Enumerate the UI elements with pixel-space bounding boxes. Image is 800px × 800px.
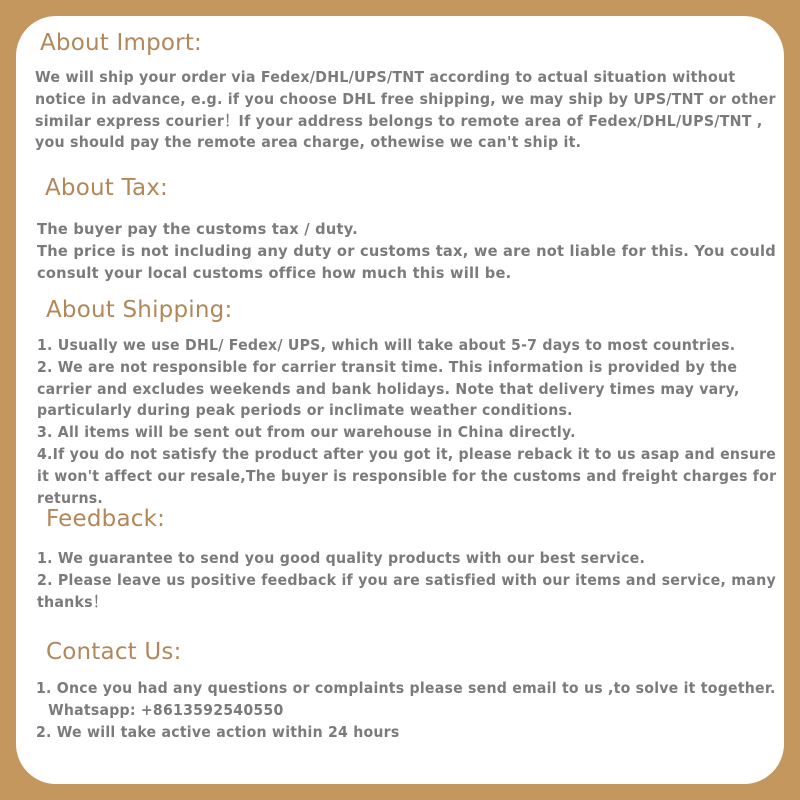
about-tax-heading: About Tax: [45, 175, 169, 201]
shipping-line-3: carrier and excludes weekends and bank holidays. Note that delivery times may vary, [37, 379, 740, 398]
shipping-line-8: returns. [37, 488, 103, 507]
tax-line-2: The price is not including any duty or customs tax, we are not liable for this. You could [37, 241, 776, 260]
shipping-line-6: 4.If you do not satisfy the product after you got it, please reback it to us asap and ensure [37, 444, 777, 463]
feedback-text [37, 548, 776, 613]
info-card [16, 16, 784, 784]
contact-us-heading: Contact Us: [46, 639, 182, 665]
shipping-line-5: 3. All items will be sent out from our warehouse in China directly. [37, 423, 576, 442]
feedback-line-3: thanks！ [37, 592, 108, 611]
contact-whatsapp-line: Whatsapp: +8613592540550 [48, 700, 284, 719]
shipping-line-7: it won't affect our resale,The buyer is responsible for the customs and freight charges for [37, 466, 777, 485]
contact-line-3: 2. We will take active action within 24 hours [36, 722, 400, 741]
about-import-text [35, 67, 776, 154]
contact-us-text [36, 678, 776, 743]
shipping-line-2: 2. We are not responsible for carrier transit time. This information is provided by the [37, 357, 738, 376]
contact-line-1: 1. Once you had any questions or complaints please send email to us ,to solve it together. [36, 679, 776, 697]
about-import-heading: About Import: [40, 30, 202, 56]
tax-line-3: consult your local customs office how much this will be. [37, 263, 512, 282]
feedback-line-1: 1. We guarantee to send you good quality products with our best service. [37, 549, 646, 567]
feedback-heading: Feedback: [46, 506, 166, 532]
import-line-2: notice in advance, e.g. if you choose DHL free shipping, we may ship by UPS/TNT or other [35, 89, 776, 108]
shipping-line-4: particularly during peak periods or inclimate weather conditions. [37, 401, 573, 420]
shipping-line-1: 1. Usually we use DHL/ Fedex/ UPS, which will take about 5-7 days to most countries. [37, 336, 736, 354]
import-line-4: you should pay the remote area charge, othewise we can't ship it. [35, 133, 582, 152]
import-line-1: We will ship your order via Fedex/DHL/UPS/TNT according to actual situation without [35, 68, 736, 86]
about-shipping-heading: About Shipping: [46, 297, 233, 323]
feedback-line-2: 2. Please leave us positive feedback if you are satisfied with our items and service, many [37, 570, 776, 589]
about-tax-text [37, 219, 776, 284]
import-line-3: similar express courier！If your address belongs to remote area of Fedex/DHL/UPS/TNT , [35, 111, 763, 130]
tax-line-1: The buyer pay the customs tax / duty. [37, 220, 358, 238]
about-shipping-text [37, 335, 776, 509]
